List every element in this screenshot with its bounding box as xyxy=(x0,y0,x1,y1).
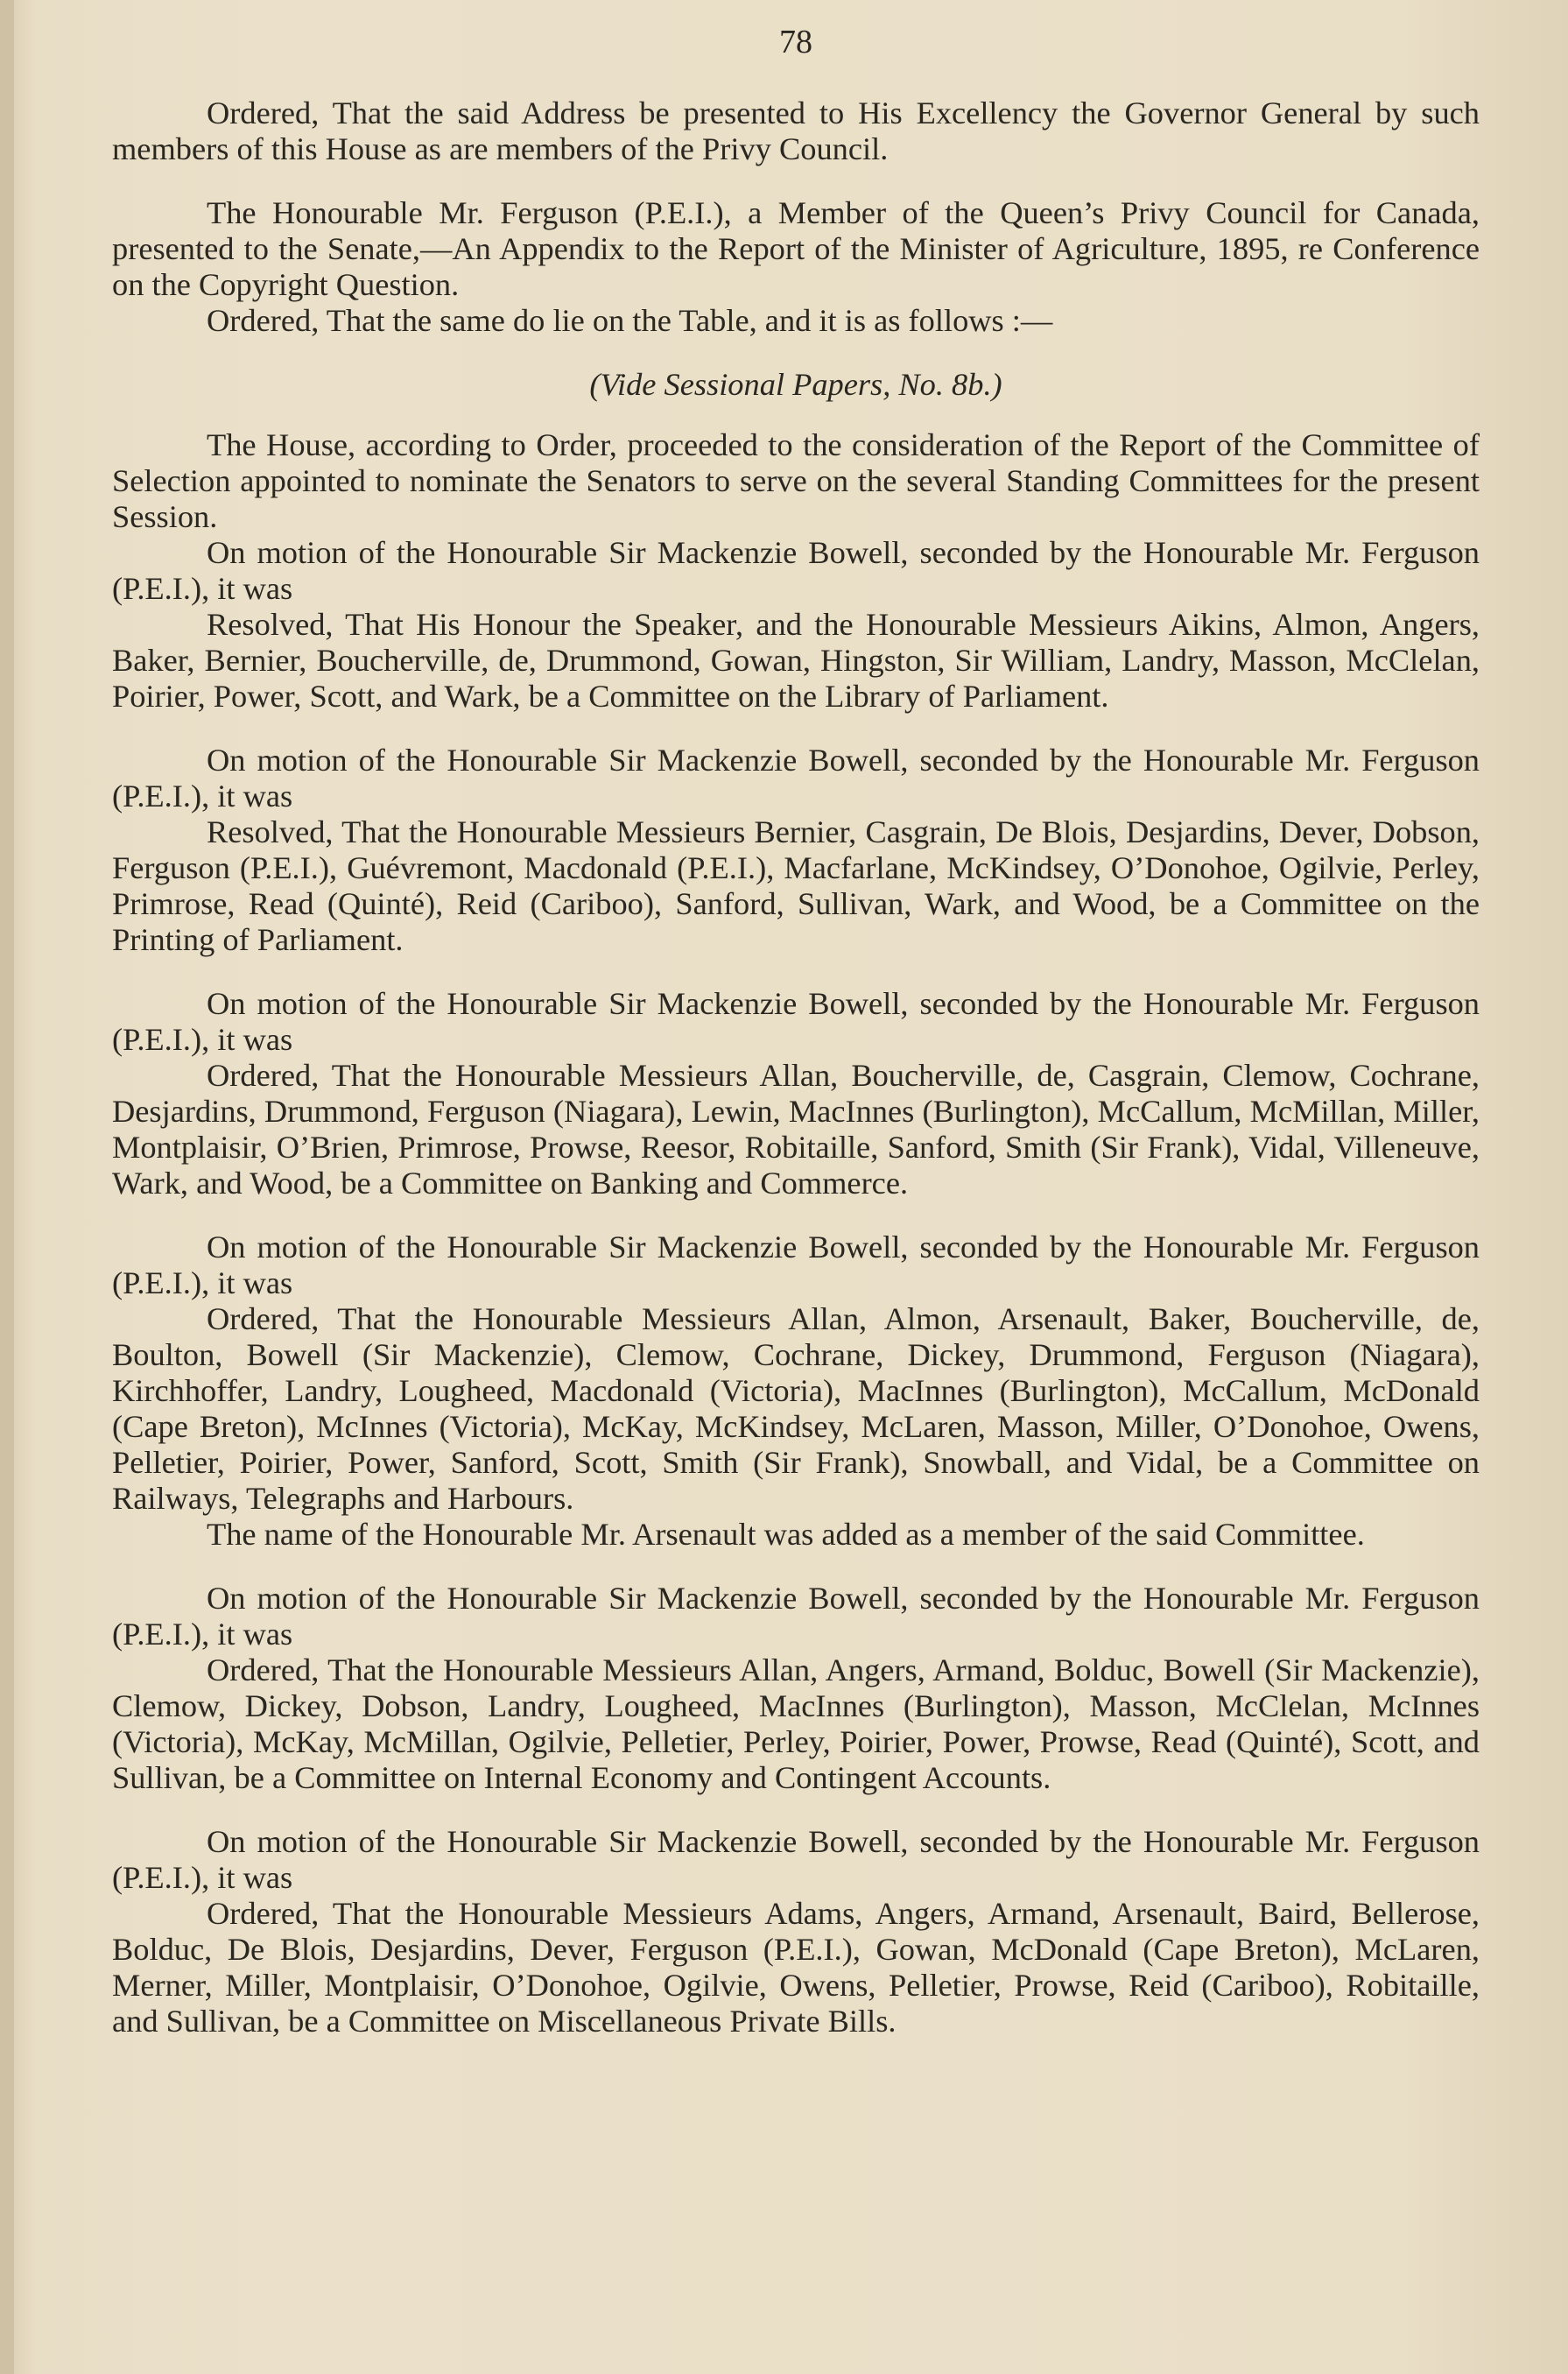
page-number: 78 xyxy=(779,24,812,60)
paragraph-lie-on-table: Ordered, That the same do lie on the Table, and it is as follows :— xyxy=(207,303,1053,338)
paragraph-printing-committee: Resolved, That the Honourable Messieurs Bernier, Casgrain, De Blois, Desjardins, Dever, Dobson, Ferguson (P.E.I.), Guévremont, Macdonald (P.E.I.), Macfarlane, McKindsey, O’Donohoe, Ogilvie, Perley, Primrose, Read (Quinté), Reid (Cariboo), Sanford, Sullivan, Wark, and Wood, be a Committee on the Printing of Parliament. xyxy=(112,814,1480,957)
paragraph-motion: On motion of the Honourable Sir Mackenzie Bowell, seconded by the Honourable Mr. Ferguson (P.E.I.), it was xyxy=(112,1824,1480,1895)
paragraph-address-order: Ordered, That the said Address be presented to His Excellency the Governor General by such members of this House as are members of the Privy Council. xyxy=(112,95,1480,166)
paragraph-private-bills-committee: Ordered, That the Honourable Messieurs Adams, Angers, Armand, Arsenault, Baird, Bellerose, Bolduc, De Blois, Desjardins, Dever, Ferguson (P.E.I.), Gowan, McDonald (Cape Breton), McLaren, Merner, Miller, Montplaisir, O’Donohoe, Ogilvie, Owens, Pelletier, Prowse, Reid (Cariboo), Robitaille, and Sullivan, be a Committee on Miscellaneous Private Bills. xyxy=(112,1896,1480,2039)
paragraph-internal-economy-committee: Ordered, That the Honourable Messieurs Allan, Angers, Armand, Bolduc, Bowell (Sir Mackenzie), Clemow, Dickey, Dobson, Landry, Lougheed, MacInnes (Burlington), Masson, McClelan, McInnes (Victoria), McKay, McMillan, Ogilvie, Pelletier, Perley, Poirier, Power, Prowse, Read (Quinté), Scott, and Sullivan, be a Committee on Internal Economy and Contingent Accounts. xyxy=(112,1652,1480,1795)
paragraph-motion: On motion of the Honourable Sir Mackenzie Bowell, seconded by the Honourable Mr. Ferguson (P.E.I.), it was xyxy=(112,986,1480,1057)
paragraph-motion: On motion of the Honourable Sir Mackenzie Bowell, seconded by the Honourable Mr. Ferguson (P.E.I.), it was xyxy=(112,535,1480,606)
page-body xyxy=(112,25,1480,2039)
paragraph-railways-committee: Ordered, That the Honourable Messieurs Allan, Almon, Arsenault, Baker, Boucherville, de, Boulton, Bowell (Sir Mackenzie), Clemow, Cochrane, Dickey, Drummond, Ferguson (Niagara), Kirchhoffer, Landry, Lougheed, Macdonald (Victoria), MacInnes (Burlington), McCallum, McDonald (Cape Breton), McInnes (Victoria), McKay, McKindsey, McLaren, Masson, Miller, O’Donohoe, Owens, Pelletier, Poirier, Power, Sanford, Scott, Smith (Sir Frank), Snowball, and Vidal, be a Committee on Railways, Telegraphs and Harbours. xyxy=(112,1301,1480,1516)
page-edge-shadow xyxy=(0,0,14,2374)
sessional-papers-reference: (Vide Sessional Papers, No. 8b.) xyxy=(589,367,1002,402)
paragraph-library-committee: Resolved, That His Honour the Speaker, and the Honourable Messieurs Aikins, Almon, Angers, Baker, Bernier, Boucherville, de, Drummond, Gowan, Hingston, Sir William, Landry, Masson, McClelan, Poirier, Power, Scott, and Wark, be a Committee on the Library of Parliament. xyxy=(112,607,1480,714)
paragraph-motion: On motion of the Honourable Sir Mackenzie Bowell, seconded by the Honourable Mr. Ferguson (P.E.I.), it was xyxy=(112,1581,1480,1652)
paragraph-motion: On motion of the Honourable Sir Mackenzie Bowell, seconded by the Honourable Mr. Ferguson (P.E.I.), it was xyxy=(112,1229,1480,1300)
paragraph-arsenault-added: The name of the Honourable Mr. Arsenault was added as a member of the said Committee. xyxy=(207,1517,1365,1552)
paragraph-committee-selection: The House, according to Order, proceeded to the consideration of the Report of the Committee of Selection appointed to nominate the Senators to serve on the several Standing Committees for the present Session. xyxy=(112,427,1480,534)
paragraph-motion: On motion of the Honourable Sir Mackenzie Bowell, seconded by the Honourable Mr. Ferguson (P.E.I.), it was xyxy=(112,743,1480,814)
paragraph-appendix-presented: The Honourable Mr. Ferguson (P.E.I.), a Member of the Queen’s Privy Council for Canada, presented to the Senate,—An Appendix to the Report of the Minister of Agriculture, 1895, re Conference on the Copyright Question. xyxy=(112,195,1480,302)
paragraph-banking-committee: Ordered, That the Honourable Messieurs Allan, Boucherville, de, Casgrain, Clemow, Cochrane, Desjardins, Drummond, Ferguson (Niagara), Lewin, MacInnes (Burlington), McCallum, McMillan, Miller, Montplaisir, O’Brien, Primrose, Prowse, Reesor, Robitaille, Sanford, Smith (Sir Frank), Vidal, Villeneuve, Wark, and Wood, be a Committee on Banking and Commerce. xyxy=(112,1058,1480,1201)
